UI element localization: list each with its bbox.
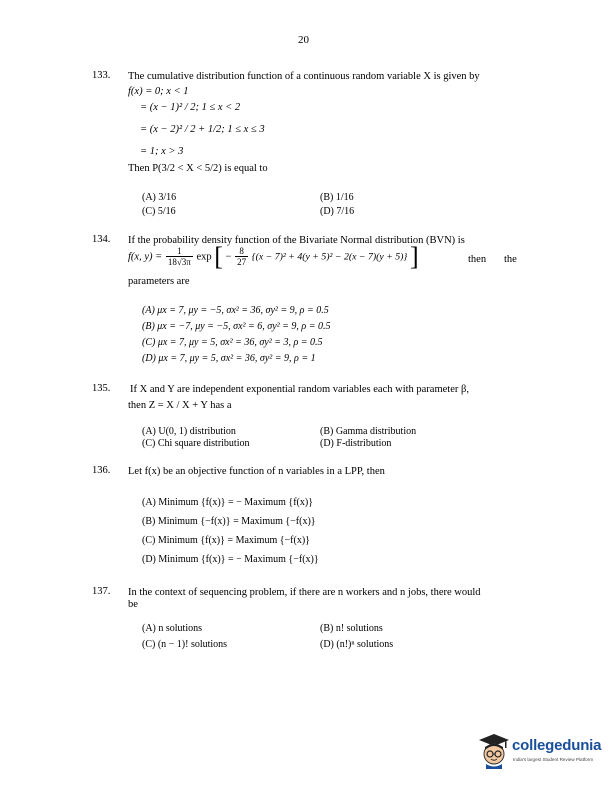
- question-133-option-d: (D) 7/16: [320, 206, 355, 217]
- question-133-case-4: = 1; x > 3: [140, 146, 184, 157]
- question-135-option-a: (A) U(0, 1) distribution: [142, 426, 236, 437]
- question-134-the-word: the: [504, 254, 517, 265]
- question-135-option-d: (D) F-distribution: [320, 438, 392, 449]
- question-136-option-a: (A) Minimum {f(x)} = − Maximum {f(x)}: [142, 497, 314, 508]
- question-137-option-c: (C) (n − 1)! solutions: [142, 639, 228, 650]
- question-135-number: 135.: [92, 383, 111, 394]
- question-136-option-b: (B) Minimum {−f(x)} = Maximum {−f(x)}: [142, 516, 316, 527]
- question-137-number: 137.: [92, 586, 111, 597]
- mascot-icon: [478, 733, 510, 769]
- question-136-option-c: (C) Minimum {f(x)} = Maximum {−f(x)}: [142, 535, 310, 546]
- pdf-coefficient-numerator: 1: [166, 246, 193, 257]
- left-bracket: [: [214, 242, 223, 271]
- question-137-option-b: (B) n! solutions: [320, 623, 383, 634]
- question-136-option-d: (D) Minimum {f(x)} = − Maximum {−f(x)}: [142, 554, 319, 565]
- question-133-option-b: (B) 1/16: [320, 192, 354, 203]
- question-136-stem: Let f(x) be an objective function of n variables in a LPP, then: [128, 466, 385, 477]
- question-134-option-d: (D) μx = 7, μy = 5, σx² = 36, σy² = 9, ρ = 1: [142, 353, 316, 364]
- question-134-option-b: (B) μx = −7, μy = −5, σx² = 6, σy² = 9, ρ = 0.5: [142, 321, 331, 332]
- question-133-then: Then P(3/2 < X < 5/2) is equal to: [128, 163, 268, 174]
- question-135-stem: If X and Y are independent exponential random variables each with parameter β,: [130, 384, 469, 395]
- question-134-option-a: (A) μx = 7, μy = −5, σx² = 36, σy² = 9, ρ = 0.5: [142, 305, 329, 316]
- question-134-stem: If the probability density function of the Bivariate Normal distribution (BVN) is: [128, 235, 465, 246]
- question-134-option-c: (C) μx = 7, μy = 5, σx² = 36, σy² = 3, ρ = 0.5: [142, 337, 323, 348]
- question-134-pdf-formula: f(x, y) = $\frac{1}{18√3\pi}$ exp [ − $\frac{8}{27}$ {(x − 7)² + 4(y + 5)² − 2(x − 7)(y + 5)} ]: [128, 242, 419, 271]
- question-133-option-c: (C) 5/16: [142, 206, 176, 217]
- question-134-stem-2: parameters are: [128, 276, 190, 287]
- question-133-case-3: = (x − 2)² / 2 + 1/2; 1 ≤ x ≤ 3: [140, 124, 265, 135]
- pdf-coefficient: [166, 246, 193, 268]
- question-135-option-c: (C) Chi square distribution: [142, 438, 250, 449]
- question-137-option-a: (A) n solutions: [142, 623, 202, 634]
- pdf-inner-fraction: [235, 246, 248, 268]
- question-133-option-a: (A) 3/16: [142, 192, 177, 203]
- question-136-number: 136.: [92, 465, 111, 476]
- question-133-number: 133.: [92, 70, 111, 81]
- question-133-case-2: = (x − 1)² / 2; 1 ≤ x < 2: [140, 102, 241, 113]
- pdf-lhs: f(x, y) =: [128, 251, 163, 263]
- question-135-option-b: (B) Gamma distribution: [320, 426, 417, 437]
- question-133-stem: The cumulative distribution function of a continuous random variable X is given by: [128, 71, 480, 82]
- logo-tagline: India's largest Student Review Platform: [513, 757, 594, 762]
- question-134-then-word: then: [468, 254, 487, 265]
- right-bracket: ]: [409, 242, 419, 271]
- pdf-inner-denominator: 27: [237, 257, 247, 267]
- question-137-stem: In the context of sequencing problem, if there are n workers and n jobs, there would: [128, 587, 481, 598]
- question-137-option-d: (D) (n!)ⁿ solutions: [320, 639, 394, 650]
- pdf-body: {(x − 7)² + 4(y + 5)² − 2(x − 7)(y + 5)}: [251, 251, 408, 263]
- pdf-coefficient-denominator: 18√3π: [167, 257, 191, 267]
- logo-wordmark: collegedunia: [512, 737, 602, 754]
- question-135-stem-2: then Z = X / X + Y has a: [128, 400, 232, 411]
- question-134-number: 134.: [92, 234, 111, 245]
- question-137-stem-2: be: [128, 599, 138, 610]
- pdf-exp: exp: [196, 251, 212, 263]
- question-133-case-1: f(x) = 0; x < 1: [128, 86, 189, 97]
- pdf-inner-numerator: 8: [235, 246, 248, 257]
- page-number: 20: [298, 34, 309, 46]
